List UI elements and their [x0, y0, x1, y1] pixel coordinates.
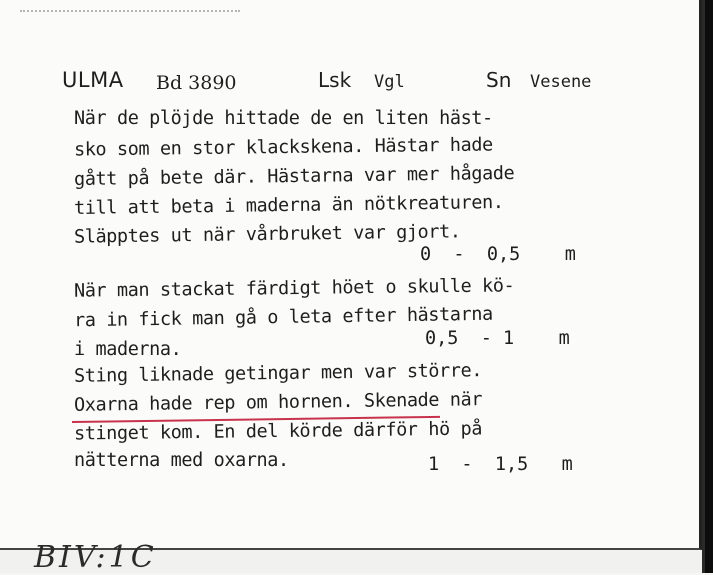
- text-line: När man stackat färdigt höet o skulle kö-: [73, 275, 515, 302]
- text-line: sko som en stor klackskena. Hästar hade: [73, 134, 493, 161]
- text-line: gått på bete där. Hästarna var mer hågade: [73, 162, 515, 191]
- parish-label: Sn: [486, 68, 512, 92]
- handwritten-signature: BIV:1C: [34, 540, 157, 575]
- province-value: Vgl: [374, 72, 405, 92]
- top-dotted-mark: [20, 10, 240, 15]
- card-header: [62, 68, 682, 98]
- text-line: nätterna med oxarna.: [74, 450, 289, 471]
- text-line: i maderna.: [74, 339, 182, 360]
- text-line: till att beta i maderna än nötkreaturen.: [73, 192, 504, 219]
- text-line: stinget kom. En del körde därför hö på: [73, 418, 483, 445]
- depth-range-1: 0 - 0,5 m: [420, 244, 576, 265]
- card-edge-dark: [705, 0, 713, 573]
- archive-code: ULMA: [62, 68, 124, 92]
- depth-range-3: 1 - 1,5 m: [428, 454, 573, 475]
- parish-value: Vesene: [530, 72, 592, 92]
- text-line: Sting liknade getingar men var större.: [73, 360, 483, 387]
- depth-range-2: 0,5 - 1 m: [425, 328, 570, 349]
- text-line: När de plöjde hittade de en liten häst-: [74, 108, 493, 129]
- province-label: Lsk: [318, 68, 352, 92]
- volume-number: Bd 3890: [156, 72, 237, 94]
- text-line: Släpptes ut när vårbruket var gjort.: [73, 221, 461, 248]
- text-line: ra in fick man gå o leta efter hästarna: [73, 303, 493, 332]
- text-line-underlined: Oxarna hade rep om hornen. Skenade när: [73, 389, 483, 416]
